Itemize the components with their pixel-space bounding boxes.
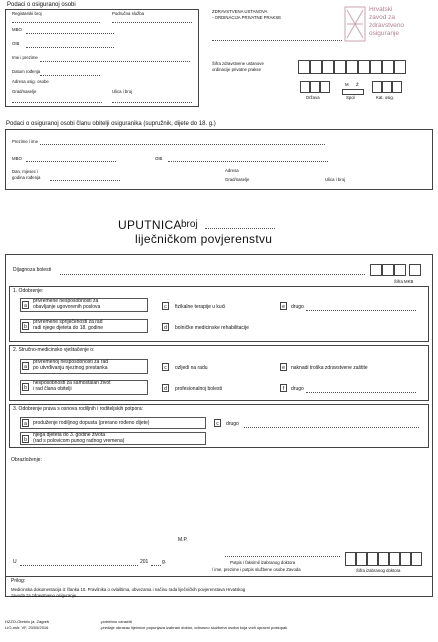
s1-e-field[interactable] <box>306 310 416 311</box>
logo-line3: zdravstveno <box>369 22 405 29</box>
spol-z: Ž <box>356 82 359 87</box>
s1-a-line2: obavljanje ugovorenih poslova <box>33 304 101 310</box>
institution-field[interactable] <box>212 40 342 41</box>
family-dob-label1: Dan, mjesec i <box>12 169 39 174</box>
family-section-title: Podaci o osiguranoj osobi članu obitelji osiguranika (supružnik, dijete do 18. g.) <box>6 121 216 127</box>
s2-letter-a: a <box>22 362 29 370</box>
footer-code1: HZZO-Obrtnic ja, Zagreb <box>5 619 50 624</box>
family-name-label: Prezime i ime <box>12 139 39 144</box>
logo-line4: osiguranje <box>369 30 399 37</box>
prilog-text1: Medicinska dokumentacija iz članka 10. Pravilnika o ovlaštima, obvezama i načinu rada liječničkih povjerenstava Hrvatskog <box>11 587 246 592</box>
s1-letter-d[interactable]: d <box>162 323 169 331</box>
mp-label: M.P. <box>178 537 188 543</box>
year-label: 201 <box>140 559 149 565</box>
s1-letter-e[interactable]: e <box>280 302 287 310</box>
family-oib-label: OIB <box>155 156 163 161</box>
s3-c: drugo <box>226 421 239 427</box>
s1-letter-c[interactable]: c <box>162 302 169 310</box>
family-mbo-field[interactable] <box>26 161 116 162</box>
branch-field[interactable] <box>112 22 192 23</box>
obrazlozenje-label: Obrazloženje: <box>11 457 42 463</box>
footer-note2: -predaje obrazac liječnice popunjava izabrani doktor, odnosno službena osoba koja vodi upravni postupak <box>100 625 288 630</box>
street-field[interactable] <box>112 102 192 103</box>
spol-label: Spol <box>346 95 355 100</box>
family-dob-field[interactable] <box>50 180 120 181</box>
s2-letter-d[interactable]: d <box>162 384 169 392</box>
name-label: Ime i prezime <box>12 55 38 60</box>
s1-d: bolničke medicinske rehabilitacije <box>175 325 249 331</box>
s2-c: ozljedi na radu <box>175 365 208 371</box>
divider <box>5 576 433 577</box>
insured-section-title: Podaci o osiguranoj osobi <box>7 2 76 8</box>
branch-label: Područna služba <box>112 11 145 16</box>
s2-a-line2: po utvrđivanju njezinog prestanka <box>33 365 108 371</box>
prilog-text2: zavoda za zdravstveno osiguranje <box>11 593 76 598</box>
signature-field[interactable] <box>225 556 340 557</box>
institution-line2: - ORDINACIJA PRIVATNE PRAKSE <box>212 15 282 20</box>
doc-code-label: Šifra izabranog doktora <box>356 568 401 573</box>
s1-a-line1: privremene nesposobnosti za <box>33 298 99 304</box>
s3-letter-b: b <box>22 435 29 443</box>
family-name-field[interactable] <box>40 144 325 145</box>
drzava-label: Država <box>306 95 320 100</box>
oib-label: OIB <box>12 41 20 46</box>
title-line2: liječničkom povjerenstvu <box>135 232 273 246</box>
reg-no-label: Registarski broj <box>12 11 42 16</box>
s3-a: produženje rodiljnog dopusta (prerano rođeno dijete) <box>33 420 150 426</box>
prilog-label: Prilog: <box>11 578 26 584</box>
s1-c: fizikalne terapije u kući <box>175 304 226 310</box>
place-field[interactable] <box>20 565 138 566</box>
family-address-label: Adresa <box>225 168 239 173</box>
s2-f-field[interactable] <box>306 392 416 393</box>
address-label: Adresa osig. osobe <box>12 79 49 84</box>
institution-line1: ZDRAVSTVENA USTANOVA <box>212 9 268 14</box>
mkb-label: Šifra MKB <box>394 279 414 284</box>
s1-letter-b: b <box>22 322 29 330</box>
year-field[interactable] <box>151 565 161 566</box>
s1-b-line2: radi njege djeteta do 18. godine <box>33 325 104 331</box>
sig-line1: Potpis i faksimil izabranog doktora <box>230 560 296 565</box>
footer-code2: LIO-nsh: VF, 20/05/2016 <box>5 625 49 630</box>
logo-line2: zavod za <box>369 14 396 21</box>
spol-m: M <box>345 82 349 87</box>
s2-letter-e[interactable]: e <box>280 363 287 371</box>
s3-b-line2: (rad s polovicom punog radnog vremena) <box>33 438 125 444</box>
hzzo-logo <box>344 4 434 44</box>
s2-letter-f[interactable]: f <box>280 384 287 392</box>
g-label: g. <box>162 559 167 565</box>
family-city-label: Grad/naselje <box>225 177 250 182</box>
dob-label: Datum rođenja <box>12 69 41 74</box>
s2-a-line1: privremenoj nesposobnosti za rad <box>33 359 109 365</box>
oib-field[interactable] <box>26 47 114 48</box>
section1-box <box>9 286 429 342</box>
kat-label: Kat. osig. <box>376 95 394 100</box>
s2-title: 2. Stručno-medicinsko vještačenje o: <box>13 347 95 353</box>
obrazlozenje-field[interactable] <box>10 466 428 526</box>
s1-e: drugo <box>291 304 304 310</box>
family-mbo-label: MBO <box>12 156 22 161</box>
s2-b-line1: nesposobnosti za samostalan život <box>33 380 111 386</box>
s3-letter-c[interactable]: c <box>214 419 221 427</box>
footer-note1: -potrebno označiti <box>100 619 132 624</box>
sig-line2: / ime, prezime i potpis službene osobe Zavoda <box>212 567 301 572</box>
logo-line1: Hrvatski <box>369 6 393 13</box>
hzzo-emblem-icon <box>344 6 366 42</box>
dob-field[interactable] <box>40 75 100 76</box>
s2-e: naknadi troška zdravstvene zaštite <box>291 365 368 371</box>
s2-letter-c[interactable]: c <box>162 363 169 371</box>
s3-c-field[interactable] <box>244 427 419 428</box>
title-line1: UPUTNICA <box>118 218 182 232</box>
mbo-field[interactable] <box>26 33 114 34</box>
s1-letter-a: a <box>22 301 29 309</box>
s2-b-line2: i rad člana obitelji <box>33 386 72 392</box>
s3-b-line1: njega djeteta do 3. godine života <box>33 432 105 438</box>
family-oib-field[interactable] <box>168 161 328 162</box>
family-dob-label2: godina rođenja <box>12 175 41 180</box>
u-label: U <box>13 559 17 565</box>
name-field[interactable] <box>40 61 190 62</box>
title-broj: broj <box>181 219 198 230</box>
broj-field[interactable] <box>205 228 275 229</box>
city-label: Grad/naselje <box>12 89 37 94</box>
street-label: Ulica i broj <box>112 89 133 94</box>
s2-f: drugo <box>291 386 304 392</box>
institution-code-label2: ordinacije privatne prakse <box>212 67 261 72</box>
s1-b-line1: privremene spriječenosti za rad <box>33 319 103 325</box>
city-field[interactable] <box>12 102 102 103</box>
diagnosis-field[interactable] <box>60 274 365 275</box>
s3-letter-a: a <box>22 419 29 427</box>
mbo-label: MBO <box>12 27 22 32</box>
diagnosis-label: Dijagnoza bolesti <box>13 267 52 273</box>
s3-title: 3. Odobrenje prava s osnova rodiljnih i roditeljskih potpora: <box>13 406 144 412</box>
s2-d: profesionalnoj bolesti <box>175 386 222 392</box>
s1-title: 1. Odobrenje: <box>13 288 44 294</box>
reg-no-field[interactable] <box>12 22 100 23</box>
s2-letter-b: b <box>22 383 29 391</box>
family-street-label: Ulica i broj <box>325 177 346 182</box>
institution-code-label1: Šifra zdravstvene ustanove <box>212 61 264 66</box>
